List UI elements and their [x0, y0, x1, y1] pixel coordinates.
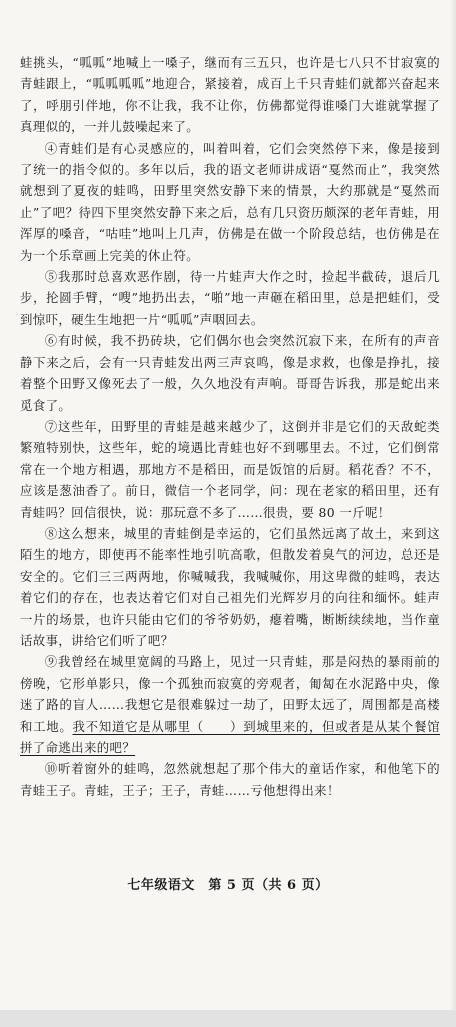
page-edge-shadow — [450, 0, 456, 1010]
passage-paragraph-8: ⑧这么想来，城里的青蛙倒是幸运的，它们虽然远离了故土，来到这陌生的地方，即使再不能率性地引吭高歌，但散发着臭气的河边，总还是安全的。它们三三两两地，你喊喊我，我喊喊你，用这卑微的蛙鸣，表达着它们的存在，也表达着它们对自己祖先们光辉岁月的向往和缅怀。蛙声一片的场景，也许只能由它们的爷爷奶奶，瘪着嘴，断断续续地，当作童话故事，讲给它们听了吧？ — [20, 525, 440, 648]
passage-paragraph-9 — [20, 651, 440, 758]
passage-paragraph-6: ⑥有时候，我不扔砖块，它们偶尔也会突然沉寂下来，在所有的声音静下来之后，会有一只青蛙发出两三声哀鸣，像是求救，也像是挣扎，接着整个田野又像死去了一般，久久地没有声响。哥哥告诉我，那是蛇出来觅食了。 — [20, 333, 440, 413]
reading-passage — [20, 52, 440, 801]
passage-paragraph-10: ⑩听着窗外的蛙鸣，忽然就想起了那个伟大的童话作家，和他笔下的青蛙王子。青蛙，王子；王子，青蛙……亏他想得出来！ — [20, 761, 440, 798]
page-footer: 七年级语文 第 5 页（共 6 页） — [127, 878, 329, 893]
underlined-question-sentence: 我不知道它是从哪里（ ）到城里来的，但或者是从某个餐馆拼了命逃出来的吧？ — [20, 718, 440, 755]
paragraph-9-text: ⑨我曾经在城里宽阔的马路上，见过一只青蛙，那是闷热的暴雨前的傍晚，它形单影只，像一个孤独而寂寞的旁观者，匍匐在水泥路中央，像迷了路的盲人……我想它是很难躲过一劫了，田野太远了，周围都是高楼和工地。 — [20, 654, 440, 734]
passage-paragraph-continued: 蛙挑头，“呱呱”地喊上一嗓子，继而有三五只，也许是七八只不甘寂寞的青蛙跟上，“呱呱呱呱”地迎合，紧接着，成百上千只青蛙们就都兴奋起来了，呼朋引伴地，你不让我，我不让你，仿佛都觉得谁嗓门大谁就掌握了真理似的，一并儿鼓噪起来了。 — [20, 55, 440, 135]
passage-paragraph-5: ⑤我那时总喜欢恶作剧，待一片蛙声大作之时，捡起半截砖，退后几步，抡圆手臂，“嗖”地扔出去，“啪”地一声砸在稻田里，总是把蛙们，受到惊吓，硬生生地把一片“呱呱”声咽回去。 — [20, 269, 440, 327]
passage-paragraph-7: ⑦这些年，田野里的青蛙是越来越少了，这倒并非是它们的天敌蛇类繁殖特别快，这些年，蛇的境遇比青蛙也好不到哪里去。不过，它们倒常常在一个地方相遇，那地方不是稻田，而是饭馆的后厨。稻花香？不不，应该是葱油香了。前日，微信一个老同学，问：现在老家的稻田里，还有青蛙吗？回信很快，说：那玩意不多了……很贵，要 80 一斤呢！ — [20, 418, 440, 520]
bottom-band — [0, 1010, 456, 1027]
passage-paragraph-4: ④青蛙们是有心灵感应的，叫着叫着，它们会突然停下来，像是接到了统一的指令似的。多年以后，我的语文老师讲成语“戛然而止”，我突然就想到了夏夜的蛙鸣，田野里突然安静下来的情景，大约那就是“戛然而止”了吧？待四下里突然安静下来之后，总有几只资历颇深的老年青蛙，用浑厚的嗓音，“咕哇”地叫上几声，仿佛是在做一个阶段总结，也仿佛是在为一个乐章画上完美的休止符。 — [20, 140, 440, 263]
